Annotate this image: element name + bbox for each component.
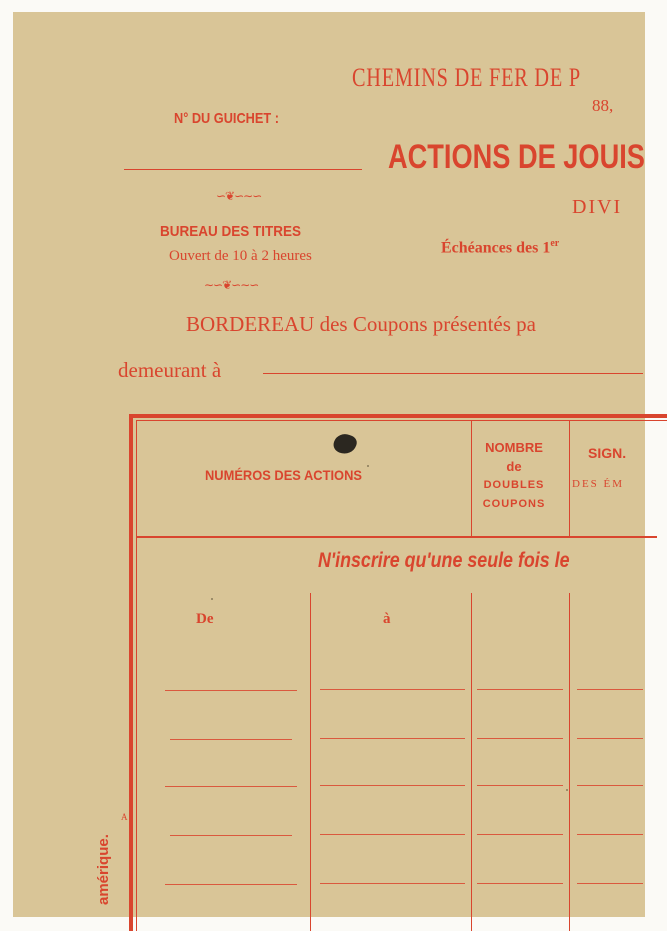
entry-line-to [320, 689, 465, 690]
paper-speck [566, 789, 568, 791]
from-label: De [196, 611, 214, 627]
entry-line-count [477, 883, 563, 884]
column-divider-from-to [310, 593, 311, 931]
entry-line-to [320, 785, 465, 786]
counter-number-label: N° DU GUICHET : [174, 110, 279, 127]
header-divider [137, 536, 657, 538]
table-inner-border [136, 420, 667, 931]
residence-field [263, 373, 643, 374]
coupon-count-header-line2: de [506, 459, 522, 474]
entry-line-to [320, 738, 465, 739]
entry-line-signature [577, 834, 643, 835]
entry-line-signature [577, 689, 643, 690]
due-dates-line [441, 238, 559, 257]
entry-line-count [477, 834, 563, 835]
entry-line-to [320, 834, 465, 835]
residence-label: demeurant à [118, 358, 222, 382]
column-divider-count [471, 593, 472, 931]
counter-number-field [124, 169, 362, 170]
entry-line-from [165, 690, 297, 691]
entry-line-signature [577, 785, 643, 786]
form-title: ACTIONS DE JOUIS [388, 138, 645, 176]
entry-line-signature [577, 883, 643, 884]
vertical-margin-text: amérique. [95, 834, 112, 905]
form-subtitle: DIVI [572, 196, 623, 218]
due-dates-text: Échéances des 1 [441, 239, 551, 257]
entry-line-from [170, 739, 292, 740]
table-notice: N'inscrire qu'une seule fois le [318, 549, 570, 572]
paper-speck [211, 598, 213, 600]
column-header-coupon-count [466, 438, 562, 514]
entry-line-signature [577, 738, 643, 739]
vertical-margin-mark: A [121, 812, 128, 822]
ornament-divider-bottom: ∼∽❦∽∼∽ [204, 278, 259, 292]
company-address: 88, [592, 96, 614, 115]
coupon-count-header-line1: NOMBRE [485, 440, 543, 455]
entry-line-from [165, 786, 297, 787]
column-header-signature: SIGN. [588, 445, 627, 461]
coupon-count-header-line3: DOUBLES [483, 479, 545, 491]
entry-line-count [477, 738, 563, 739]
entry-line-count [477, 689, 563, 690]
company-name: CHEMINS DE FER DE P [352, 63, 581, 92]
coupon-count-header-line4: COUPONS [482, 498, 546, 510]
paper-speck [367, 465, 369, 467]
header-column-divider-2 [569, 421, 570, 537]
column-divider-signature [569, 593, 570, 931]
column-subheader-signature: DES ÉM [572, 478, 625, 490]
ornament-divider-top: ∽❦∽∼∽ [216, 189, 262, 203]
office-name: BUREAU DES TITRES [160, 223, 302, 240]
bordereau-statement: BORDEREAU des Coupons présentés pa [186, 312, 536, 336]
office-hours: Ouvert de 10 à 2 heures [169, 248, 312, 264]
entry-line-to [320, 883, 465, 884]
entry-line-count [477, 785, 563, 786]
to-label: à [383, 611, 391, 627]
entry-line-from [165, 884, 297, 885]
column-header-share-numbers: NUMÉROS DES ACTIONS [205, 467, 362, 483]
due-dates-superscript: er [550, 238, 560, 249]
entry-line-from [170, 835, 292, 836]
